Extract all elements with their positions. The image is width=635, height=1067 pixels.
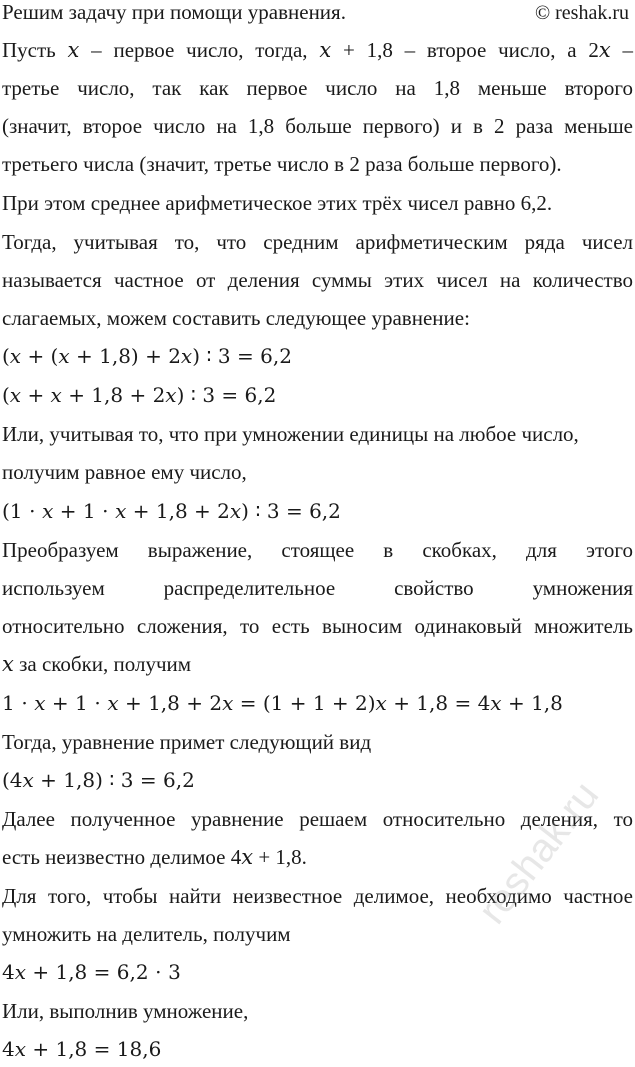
text-line: Пусть 𝑥 – первое число, тогда, 𝑥 + 1,8 – второе число, а 2𝑥 – <box>2 38 633 62</box>
copyright-notice: © reshak.ru <box>534 2 629 24</box>
text-line: умножить на делитель, получим <box>2 922 291 946</box>
text-line: слагаемых, можем составить следующее уравнение: <box>2 306 470 330</box>
equation: 4𝑥 + 1,8 = 18,6 <box>2 1037 162 1061</box>
text-line: называется частное от деления суммы этих чисел на количество <box>2 268 633 292</box>
text-line: Тогда, уравнение примет следующий вид <box>2 730 372 754</box>
text-line: При этом среднее арифметическое этих трёх чисел равно 6,2. <box>2 191 553 215</box>
text-line: Для того, чтобы найти неизвестное делимое, необходимо частное <box>2 884 633 908</box>
text-line: Тогда, учитывая то, что средним арифметическим ряда чисел <box>2 230 633 254</box>
text-line: третье число, так как первое число на 1,8 меньше второго <box>2 76 633 100</box>
equation: (4𝑥 + 1,8) ∶ 3 = 6,2 <box>2 768 195 792</box>
equation: 1 ⋅ 𝑥 + 1 ⋅ 𝑥 + 1,8 + 2𝑥 = (1 + 1 + 2)𝑥 + 1,8 = 4𝑥 + 1,8 <box>2 691 563 715</box>
equation: 4𝑥 + 1,8 = 6,2 ⋅ 3 <box>2 960 181 984</box>
text-line: относительно сложения, то есть выносим одинаковый множитель <box>2 614 633 638</box>
watermark: reshak.ru <box>470 773 608 933</box>
equation: (1 ⋅ 𝑥 + 1 ⋅ 𝑥 + 1,8 + 2𝑥) ∶ 3 = 6,2 <box>2 499 341 523</box>
page-title: Решим задачу при помощи уравнения. <box>2 0 346 24</box>
equation: (𝑥 + 𝑥 + 1,8 + 2𝑥) ∶ 3 = 6,2 <box>2 383 277 407</box>
text-line: Или, выполнив умножение, <box>2 999 249 1023</box>
text-line: Далее полученное уравнение решаем относительно деления, то <box>2 807 633 831</box>
text-line: Преобразуем выражение, стоящее в скобках, для этого <box>2 538 633 562</box>
text-line: (значит, второе число на 1,8 больше первого) и в 2 раза меньше <box>2 114 633 138</box>
text-line: используем распределительное свойство умножения <box>2 576 633 600</box>
text-line: 𝑥 за скобки, получим <box>2 652 192 676</box>
text-line: Или, учитывая то, что при умножении единицы на любое число, <box>2 422 579 446</box>
text-line: третьего числа (значит, третье число в 2 раза больше первого). <box>2 152 562 176</box>
text-line: есть неизвестно делимое 4𝑥 + 1,8. <box>2 845 307 869</box>
equation: (𝑥 + (𝑥 + 1,8) + 2𝑥) ∶ 3 = 6,2 <box>2 344 292 368</box>
text-line: получим равное ему число, <box>2 460 247 484</box>
